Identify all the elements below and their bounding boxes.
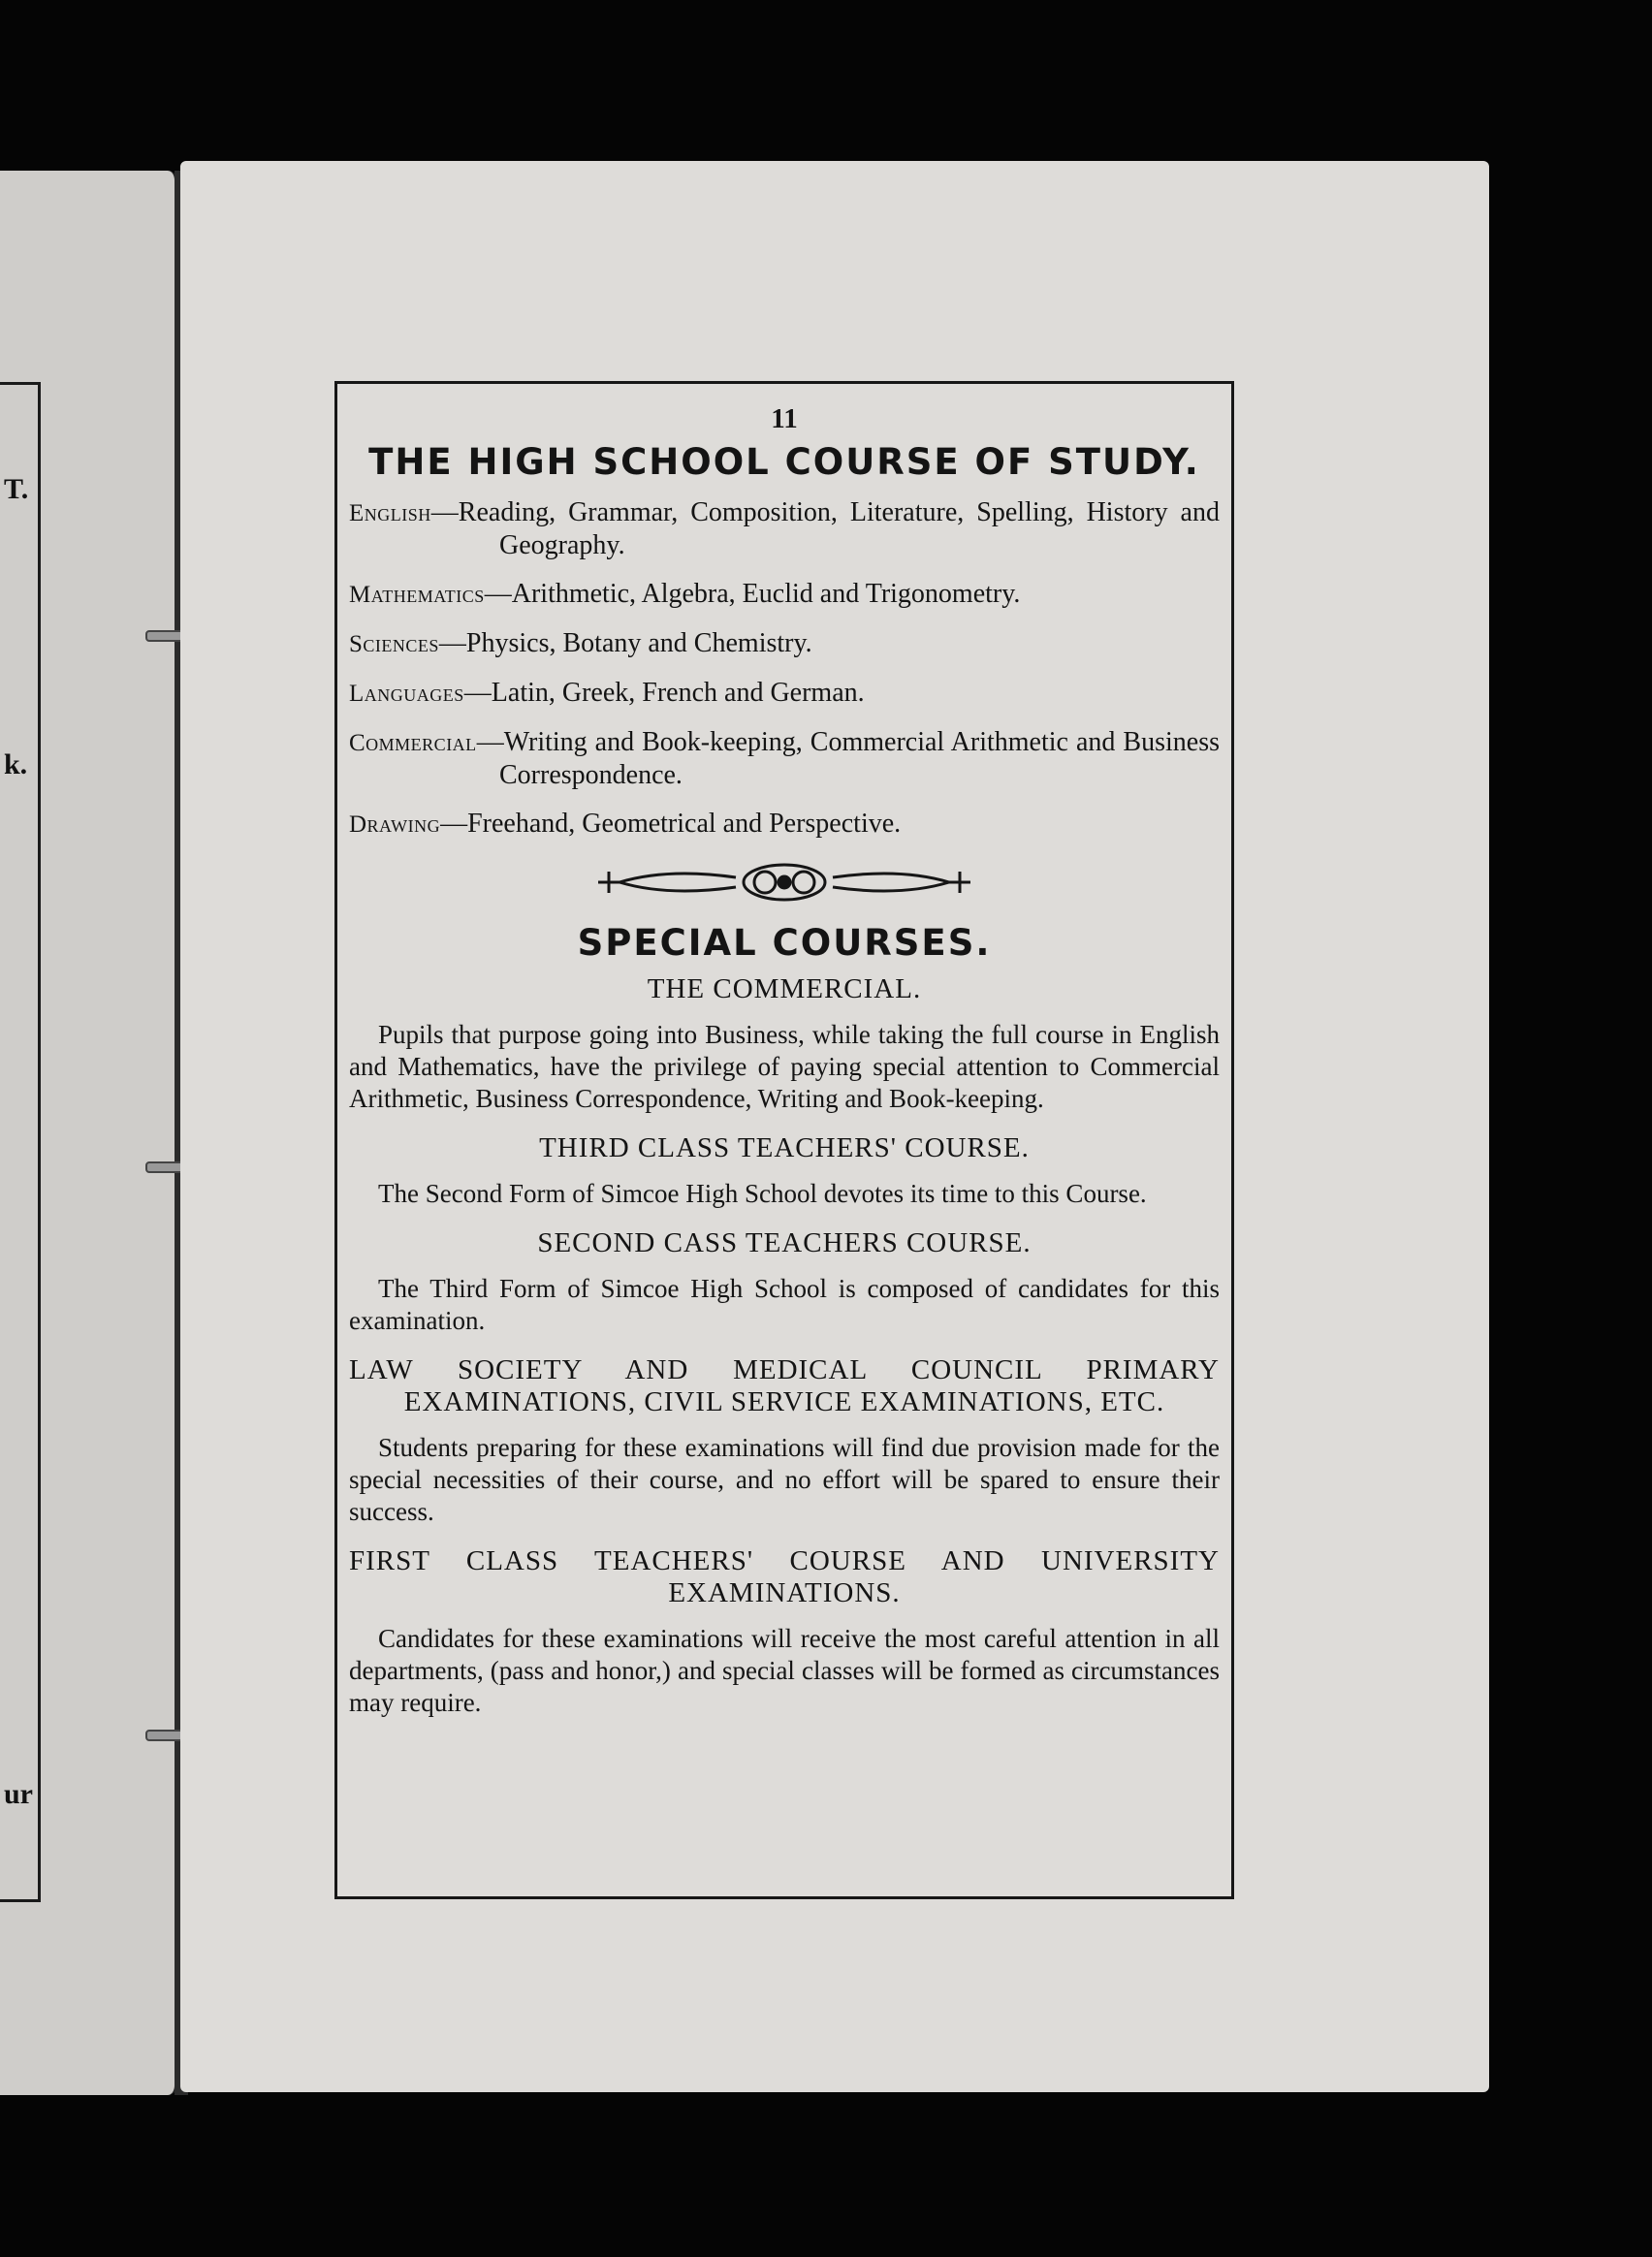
page-number: 11 [771,403,798,434]
section-paragraph: Candidates for these examinations will receive the most careful attention in all departments, (pass and honor,) and special classes will be formed as circumstances may require. [349,1624,1220,1717]
special-courses-title: SPECIAL COURSES. [577,922,992,964]
subject-name: Sciences [349,631,439,657]
subject-text: —Reading, Grammar, Composition, Literature, Spelling, History and Geography. [430,497,1220,560]
subject-item [349,808,1220,841]
section-heading: LAW SOCIETY AND MEDICAL COUNCIL PRIMARY EXAMINATIONS, CIVIL SERVICE EXAMINATIONS, ETC. [349,1354,1220,1417]
subject-name: Commercial [349,730,477,756]
left-page-fragment: T. [4,473,29,505]
subject-item [349,578,1220,611]
subject-name: English [349,500,431,526]
subject-name: Drawing [349,811,441,838]
section-heading: FIRST CLASS TEACHERS' COURSE AND UNIVERSITY EXAMINATIONS. [349,1545,1220,1608]
ornament-divider-icon [349,860,1220,905]
subject-text: —Writing and Book-keeping, Commercial Arithmetic and Business Correspondence. [476,727,1220,790]
subject-item [349,726,1220,791]
page-content [334,381,1234,1899]
subject-name: Mathematics [349,582,485,608]
subject-text: —Arithmetic, Algebra, Euclid and Trigonometry. [484,579,1021,609]
subject-text: —Freehand, Geometrical and Perspective. [440,809,902,839]
left-page-fragment: ur [4,1778,33,1810]
section-heading: THIRD CLASS TEACHERS' COURSE. [539,1132,1030,1163]
left-page-frame [0,382,41,1902]
subject-text: —Physics, Botany and Chemistry. [438,628,812,658]
section-paragraph: Students preparing for these examinations will find due provision made for the special necessities of their course, and no effort will be spared to ensure their success. [349,1433,1220,1526]
subject-item [349,677,1220,710]
page-title: THE HIGH SCHOOL COURSE OF STUDY. [368,441,1200,483]
subject-name: Languages [349,681,464,707]
section-heading: SECOND CASS TEACHERS COURSE. [537,1227,1032,1258]
left-page [0,171,177,2095]
section-paragraph: The Second Form of Simcoe High School devotes its time to this Course. [378,1179,1147,1208]
section-paragraph: Pupils that purpose going into Business, while taking the full course in English and Mathematics, have the privilege of paying special attention to Commercial Arithmetic, Business Correspondence, Writing and Book-keeping. [349,1020,1220,1113]
subject-item [349,627,1220,660]
subject-text: —Latin, Greek, French and German. [463,678,865,708]
section-paragraph: The Third Form of Simcoe High School is composed of candidates for this examination. [349,1274,1220,1335]
subject-item [349,496,1220,561]
section-heading: THE COMMERCIAL. [647,973,922,1004]
left-page-fragment: k. [4,748,28,780]
